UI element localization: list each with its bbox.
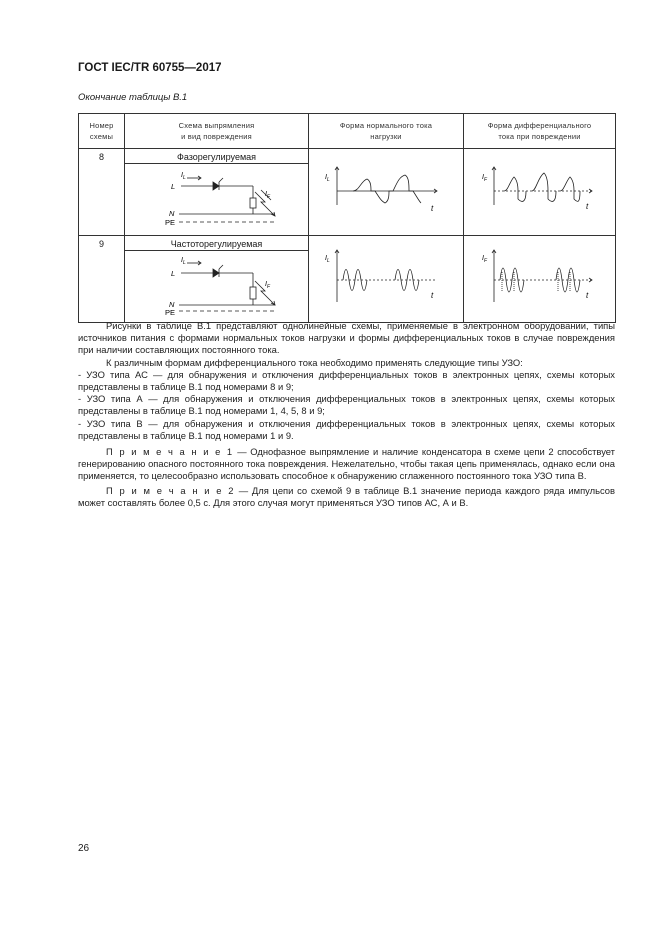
svg-text:IL: $I_L$ [325,174,330,183]
page-number: 26 [78,843,90,854]
circuit-diagram-phase [125,164,309,230]
svg-text:N: N [169,300,175,309]
normal-waveform-frequency [309,236,464,316]
paragraph: К различным формам дифференциального тока необходимо применять следующие типы УЗО: [106,356,523,368]
paragraph: Рисунки в таблице В.1 представляют однолинейные схемы, применяемые в электронном оборудовании, типы источников питания с формами нормальных токов нагрузки и формы дифференциальных токов в случае повреждения при наличии составляющих постоянного тока. [78,320,615,356]
note [78,485,615,509]
row-number: 8 [79,149,125,236]
header-scheme: Схема выпрямления и вид повреждения [125,114,309,149]
svg-text:L: L [171,182,176,191]
svg-text:IL: $I_L$ [181,172,186,181]
svg-text:N: N [169,209,175,218]
svg-text:IF: $I_F$ [265,191,271,200]
svg-text:IF: $I_F$ [482,255,488,264]
document-header: ГОСТ IEC/TR 60755—2017 [78,62,222,74]
list-item: - УЗО типа А — для обнаружения и отключения дифференциальных токов в электронных цепях, схемы которых представлены в таблице В.1 под номерами 1, 4, 5, 8 и 9; [78,393,615,417]
normal-waveform-phase [309,149,464,229]
row-number: 9 [79,236,125,323]
svg-text:L: L [171,269,176,278]
notes [78,446,615,509]
note [78,446,615,483]
note-text: — Однофазное выпрямление и наличие конденсатора в схеме цепи 2 способствует генерированию опасного постоянного тока повреждения. Нежелательно, чтобы такая цепь применялась, однако если она применяется, то целесообразно использовать способное к обнаружению сглаженного постоянного тока УЗО типа В. [78,446,615,482]
table-row [79,236,616,323]
table-row [79,149,616,236]
svg-text:IL: $I_L$ [181,257,186,266]
scheme-cell [125,236,309,323]
scheme-title: Частоторегулируемая [125,236,308,251]
table-b1 [78,113,616,323]
table-header-row [79,114,616,149]
svg-text:PE: PE [165,218,176,227]
note-label: П р и м е ч а н и е 1 [106,446,234,457]
svg-text:t: t [431,204,434,213]
svg-text:IF: $I_F$ [482,174,488,183]
header-normal-current: Форма нормального тока нагрузки [309,114,464,149]
list-item: - УЗО типа АС — для обнаружения и отключения дифференциальных токов в электронных цепях, схемы которых представлены в таблице В.1 под номерами 8 и 9; [78,368,615,393]
fault-waveform-cell [464,236,616,323]
fault-waveform-frequency [464,236,616,316]
svg-text:t: t [586,202,589,211]
svg-text:t: t [586,291,589,300]
header-fault-current: Форма дифференциального тока при повреждении [464,114,616,149]
note-label: П р и м е ч а н и е 2 [106,484,235,496]
note-text: — Для цепи со схемой 9 в таблице В.1 значение периода каждого ряда импульсов может составлять более 0,5 с. Для этого случая могут применяться УЗО типов АС, А и В. [78,484,615,508]
svg-text:IL: $I_L$ [325,255,330,264]
svg-text:t: t [431,291,434,300]
scheme-cell [125,149,309,236]
normal-waveform-cell [309,149,464,236]
main-text [78,320,615,442]
header-number: Номер схемы [79,114,125,149]
fault-waveform-cell [464,149,616,236]
list-item: - УЗО типа В — для обнаружения и отключения дифференциальных токов в электронных цепях, схемы которых представлены в таблице В.1 под номерами 1 и 9. [78,417,615,441]
fault-waveform-phase [464,149,616,229]
normal-waveform-cell [309,236,464,323]
svg-text:PE: PE [165,308,176,317]
table-caption: Окончание таблицы В.1 [78,92,188,103]
svg-text:IF: $I_F$ [265,281,271,290]
circuit-diagram-frequency [125,251,309,317]
scheme-title: Фазорегулируемая [125,149,308,164]
